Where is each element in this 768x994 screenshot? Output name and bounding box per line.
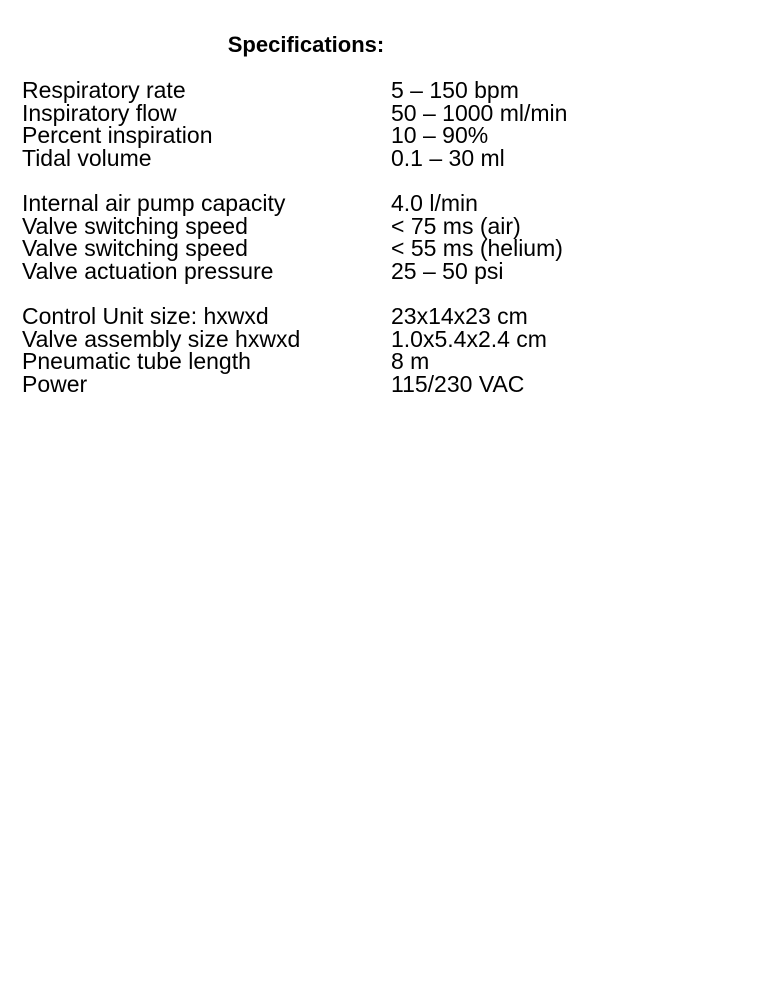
spec-label: Valve actuation pressure <box>22 257 274 284</box>
spec-row <box>22 305 762 328</box>
spec-label: Valve switching speed <box>22 235 248 261</box>
spec-label: Respiratory rate <box>22 77 186 103</box>
spec-row <box>22 79 762 102</box>
spec-value: 115/230 VAC <box>391 370 525 397</box>
spec-value: 25 – 50 psi <box>391 257 504 284</box>
spec-label: Power <box>22 370 88 397</box>
spec-row <box>22 257 762 284</box>
page-title: Specifications: <box>227 32 385 57</box>
spec-label: Control Unit size: hxwxd <box>22 303 269 329</box>
spec-label: Valve assembly size hxwxd <box>22 325 301 352</box>
spec-group-pneumatics <box>22 192 762 282</box>
spec-label: Valve switching speed <box>22 212 248 239</box>
spec-row <box>22 325 762 352</box>
spec-value: < 75 ms (air) <box>391 212 521 239</box>
spec-row <box>22 237 762 260</box>
spec-value: 50 – 1000 ml/min <box>391 99 568 126</box>
spec-row <box>22 350 762 373</box>
spec-row <box>22 370 762 397</box>
spec-label: Internal air pump capacity <box>22 190 286 216</box>
spec-row <box>22 192 762 215</box>
spec-value: 8 m <box>391 348 430 374</box>
spec-value: 5 – 150 bpm <box>391 77 519 103</box>
spec-label: Inspiratory flow <box>22 99 177 126</box>
spec-label: Percent inspiration <box>22 122 213 148</box>
spec-row <box>22 144 762 171</box>
spec-value: 23x14x23 cm <box>391 303 528 329</box>
specifications-list <box>22 79 762 418</box>
spec-value: < 55 ms (helium) <box>391 235 563 261</box>
spec-row <box>22 212 762 239</box>
spec-value: 4.0 l/min <box>391 190 478 216</box>
spec-value: 10 – 90% <box>391 122 489 148</box>
spec-row <box>22 99 762 126</box>
spec-label: Pneumatic tube length <box>22 348 251 374</box>
spec-label: Tidal volume <box>22 144 152 171</box>
spec-value: 0.1 – 30 ml <box>391 144 505 171</box>
spec-row <box>22 124 762 147</box>
spec-value: 1.0x5.4x2.4 cm <box>391 325 547 352</box>
spec-group-ventilation <box>22 79 762 169</box>
spec-group-physical <box>22 305 762 395</box>
